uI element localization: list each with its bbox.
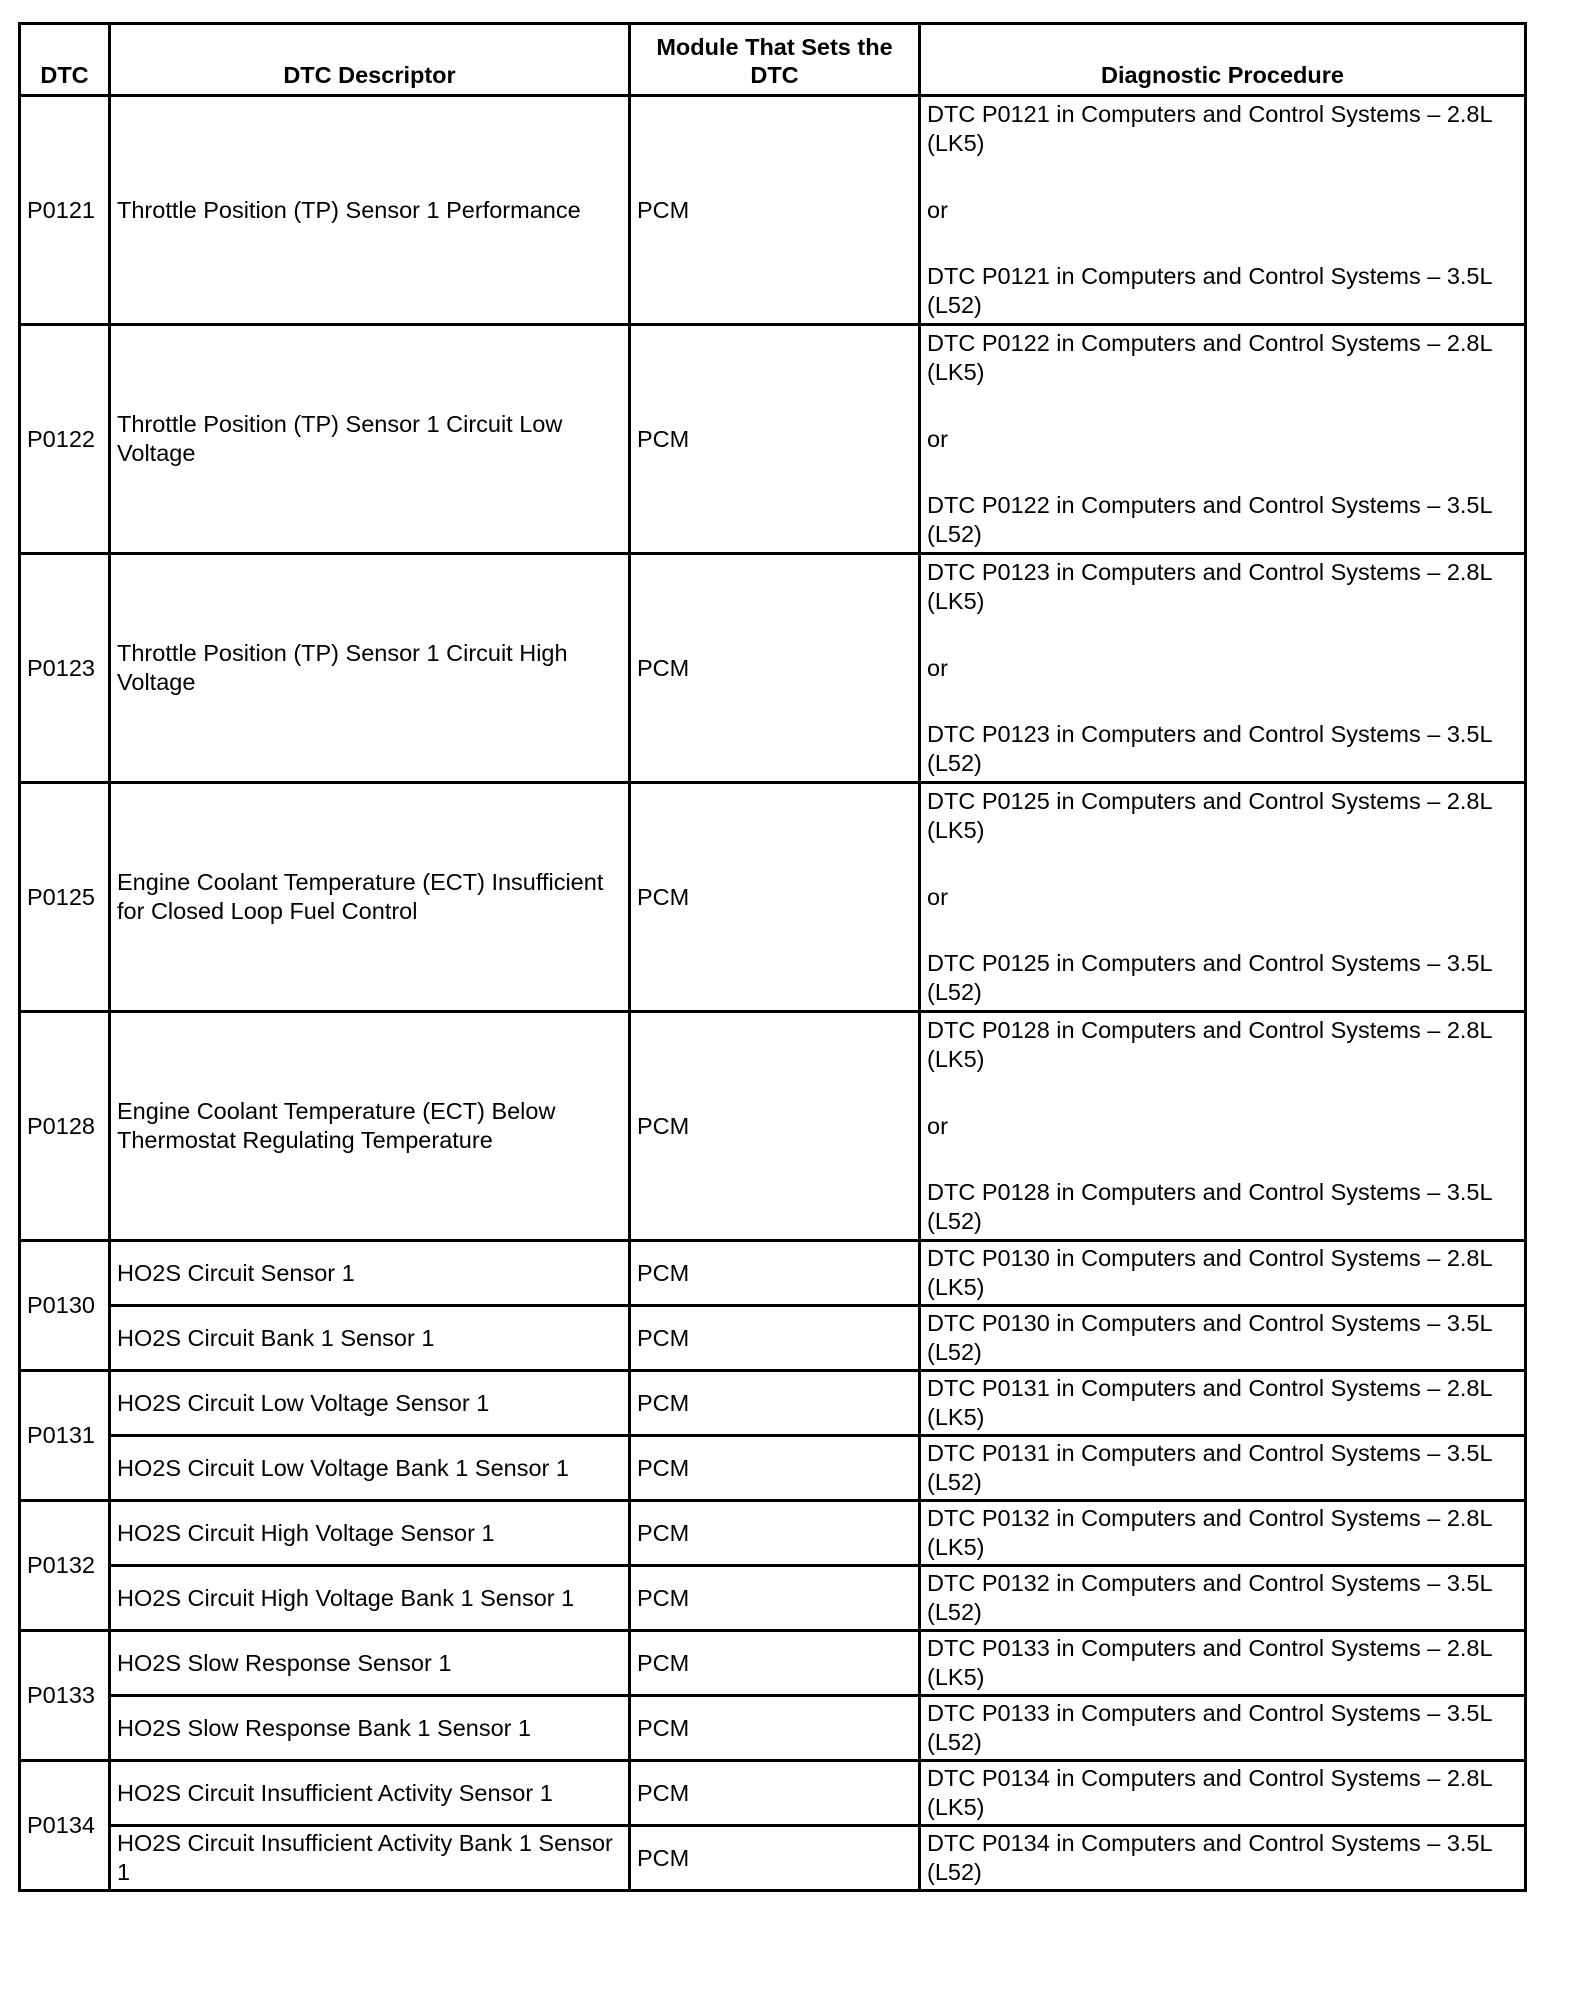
- table-row: [20, 554, 1526, 783]
- dtc-descriptor: HO2S Circuit Insufficient Activity Bank 1 Sensor 1: [110, 1826, 630, 1891]
- dtc-descriptor: Throttle Position (TP) Sensor 1 Circuit Low Voltage: [110, 325, 630, 554]
- procedure-link-lk5[interactable]: DTC P0133 in Computers and Control Systems – 2.8L (LK5): [920, 1631, 1526, 1696]
- table-row: [20, 1012, 1526, 1241]
- procedure-link-l52[interactable]: DTC P0128 in Computers and Control Systems – 3.5L (L52): [927, 1179, 1492, 1234]
- dtc-code: P0133: [20, 1631, 110, 1761]
- procedure-link-lk5[interactable]: DTC P0132 in Computers and Control Systems – 2.8L (LK5): [920, 1501, 1526, 1566]
- dtc-descriptor: HO2S Slow Response Bank 1 Sensor 1: [110, 1696, 630, 1761]
- table-row: [20, 1631, 1526, 1696]
- procedure-or: or: [927, 654, 948, 681]
- diagnostic-procedure: [920, 554, 1526, 783]
- module-name: PCM: [630, 1436, 920, 1501]
- table-row: [20, 1696, 1526, 1761]
- dtc-descriptor: HO2S Circuit High Voltage Sensor 1: [110, 1501, 630, 1566]
- dtc-descriptor: HO2S Circuit Bank 1 Sensor 1: [110, 1306, 630, 1371]
- header-descriptor: DTC Descriptor: [110, 24, 630, 96]
- dtc-descriptor: Engine Coolant Temperature (ECT) Insufficient for Closed Loop Fuel Control: [110, 783, 630, 1012]
- dtc-code: P0121: [20, 96, 110, 325]
- module-name: PCM: [630, 783, 920, 1012]
- header-module: Module That Sets the DTC: [630, 24, 920, 96]
- dtc-code: P0132: [20, 1501, 110, 1631]
- procedure-link-lk5[interactable]: DTC P0122 in Computers and Control Systems – 2.8L (LK5): [927, 330, 1492, 386]
- module-name: PCM: [630, 554, 920, 783]
- dtc-descriptor: HO2S Slow Response Sensor 1: [110, 1631, 630, 1696]
- table-row: [20, 1761, 1526, 1826]
- table-row: [20, 1501, 1526, 1566]
- procedure-link-l52[interactable]: DTC P0133 in Computers and Control Systems – 3.5L (L52): [920, 1696, 1526, 1761]
- dtc-descriptor: HO2S Circuit Low Voltage Bank 1 Sensor 1: [110, 1436, 630, 1501]
- diagnostic-procedure: [920, 1012, 1526, 1241]
- module-name: PCM: [630, 1566, 920, 1631]
- module-name: PCM: [630, 1631, 920, 1696]
- table-row: [20, 96, 1526, 325]
- table-row: [20, 325, 1526, 554]
- table-row: [20, 1826, 1526, 1891]
- procedure-link-lk5[interactable]: DTC P0131 in Computers and Control Systems – 2.8L (LK5): [920, 1371, 1526, 1436]
- dtc-code: P0131: [20, 1371, 110, 1501]
- dtc-descriptor: HO2S Circuit Low Voltage Sensor 1: [110, 1371, 630, 1436]
- procedure-or: or: [927, 196, 948, 223]
- table-row: [20, 1436, 1526, 1501]
- module-name: PCM: [630, 1826, 920, 1891]
- table-row: [20, 1371, 1526, 1436]
- dtc-descriptor: Engine Coolant Temperature (ECT) Below Thermostat Regulating Temperature: [110, 1012, 630, 1241]
- header-dtc: DTC: [20, 24, 110, 96]
- module-name: PCM: [630, 1012, 920, 1241]
- module-name: PCM: [630, 96, 920, 325]
- procedure-link-l52[interactable]: DTC P0122 in Computers and Control Systems – 3.5L (L52): [927, 492, 1492, 547]
- table-row: [20, 1306, 1526, 1371]
- table-row: [20, 1566, 1526, 1631]
- dtc-descriptor: HO2S Circuit High Voltage Bank 1 Sensor 1: [110, 1566, 630, 1631]
- procedure-link-l52[interactable]: DTC P0134 in Computers and Control Systems – 3.5L (L52): [920, 1826, 1526, 1891]
- header-procedure: Diagnostic Procedure: [920, 24, 1526, 96]
- procedure-or: or: [927, 425, 948, 452]
- module-name: PCM: [630, 1501, 920, 1566]
- procedure-link-lk5[interactable]: DTC P0125 in Computers and Control Systems – 2.8L (LK5): [927, 788, 1492, 844]
- procedure-or: or: [927, 1112, 948, 1139]
- diagnostic-procedure: [920, 325, 1526, 554]
- dtc-code: P0130: [20, 1241, 110, 1371]
- dtc-code: P0125: [20, 783, 110, 1012]
- procedure-link-lk5[interactable]: DTC P0121 in Computers and Control Systems – 2.8L (LK5): [927, 101, 1492, 157]
- dtc-descriptor: Throttle Position (TP) Sensor 1 Performance: [110, 96, 630, 325]
- procedure-link-l52[interactable]: DTC P0131 in Computers and Control Systems – 3.5L (L52): [920, 1436, 1526, 1501]
- procedure-link-lk5[interactable]: DTC P0128 in Computers and Control Systems – 2.8L (LK5): [927, 1017, 1492, 1073]
- table-row: [20, 783, 1526, 1012]
- module-name: PCM: [630, 325, 920, 554]
- procedure-link-l52[interactable]: DTC P0125 in Computers and Control Systems – 3.5L (L52): [927, 950, 1492, 1005]
- module-name: PCM: [630, 1306, 920, 1371]
- dtc-descriptor: HO2S Circuit Insufficient Activity Sensor 1: [110, 1761, 630, 1826]
- procedure-link-l52[interactable]: DTC P0123 in Computers and Control Systems – 3.5L (L52): [927, 721, 1492, 776]
- module-name: PCM: [630, 1371, 920, 1436]
- dtc-descriptor: Throttle Position (TP) Sensor 1 Circuit High Voltage: [110, 554, 630, 783]
- dtc-code: P0122: [20, 325, 110, 554]
- dtc-table: [18, 22, 1527, 1892]
- procedure-link-lk5[interactable]: DTC P0134 in Computers and Control Systems – 2.8L (LK5): [920, 1761, 1526, 1826]
- diagnostic-procedure: [920, 783, 1526, 1012]
- module-name: PCM: [630, 1696, 920, 1761]
- procedure-link-l52[interactable]: DTC P0132 in Computers and Control Systems – 3.5L (L52): [920, 1566, 1526, 1631]
- dtc-code: P0123: [20, 554, 110, 783]
- procedure-link-lk5[interactable]: DTC P0123 in Computers and Control Systems – 2.8L (LK5): [927, 559, 1492, 615]
- table-row: [20, 1241, 1526, 1306]
- module-name: PCM: [630, 1761, 920, 1826]
- module-name: PCM: [630, 1241, 920, 1306]
- dtc-code: P0134: [20, 1761, 110, 1891]
- header-row: [20, 24, 1526, 96]
- dtc-code: P0128: [20, 1012, 110, 1241]
- procedure-link-l52[interactable]: DTC P0121 in Computers and Control Systems – 3.5L (L52): [927, 263, 1492, 318]
- procedure-or: or: [927, 883, 948, 910]
- diagnostic-procedure: [920, 96, 1526, 325]
- procedure-link-l52[interactable]: DTC P0130 in Computers and Control Systems – 3.5L (L52): [920, 1306, 1526, 1371]
- procedure-link-lk5[interactable]: DTC P0130 in Computers and Control Systems – 2.8L (LK5): [920, 1241, 1526, 1306]
- dtc-descriptor: HO2S Circuit Sensor 1: [110, 1241, 630, 1306]
